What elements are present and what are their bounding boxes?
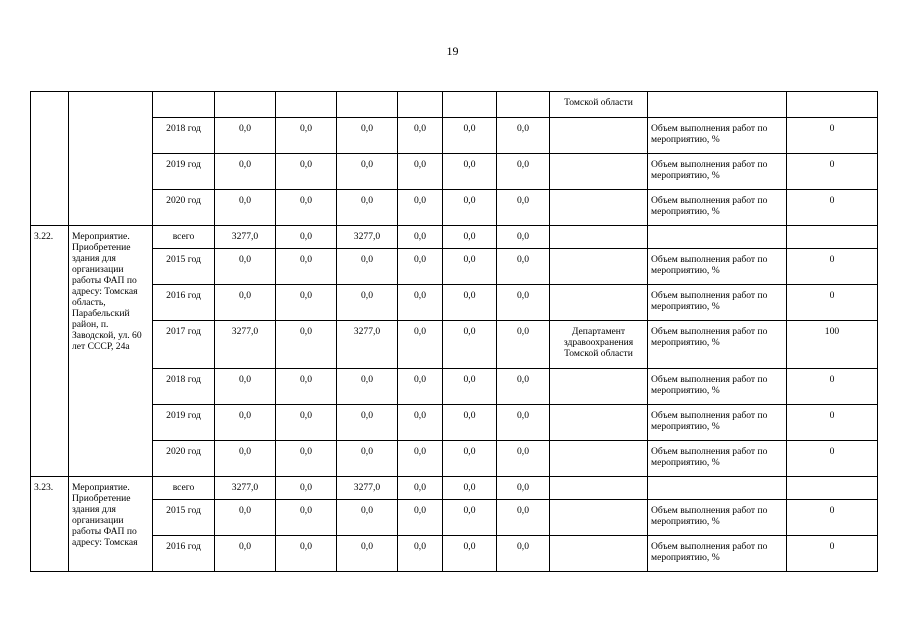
year-cell: 2020 год [153, 190, 215, 226]
value-cell [443, 92, 497, 118]
value-cell: 3277,0 [337, 321, 398, 369]
value-cell: 3277,0 [337, 477, 398, 500]
value-cell: 0,0 [443, 118, 497, 154]
value-cell: 0,0 [215, 369, 276, 405]
value-cell: 0,0 [398, 405, 443, 441]
value-cell: 0,0 [215, 249, 276, 285]
value-cell: 0,0 [497, 536, 550, 572]
value-cell [276, 92, 337, 118]
table-row [31, 477, 878, 500]
table-row [31, 321, 878, 369]
value-cell: 0,0 [497, 190, 550, 226]
table-row [31, 405, 878, 441]
value-cell: 0,0 [497, 369, 550, 405]
year-cell: 2016 год [153, 536, 215, 572]
value-cell: 3277,0 [215, 477, 276, 500]
value-cell: 0,0 [398, 190, 443, 226]
value-cell: 0,0 [443, 285, 497, 321]
value-cell: 0,0 [398, 369, 443, 405]
value-cell: 0,0 [337, 285, 398, 321]
indicator-cell [648, 92, 787, 118]
executor-cell [550, 190, 648, 226]
value-cell: 0,0 [497, 118, 550, 154]
value-cell: 0,0 [443, 405, 497, 441]
result-cell: 100 [787, 321, 878, 369]
year-cell: 2018 год [153, 118, 215, 154]
value-cell: 0,0 [276, 154, 337, 190]
value-cell: 3277,0 [215, 321, 276, 369]
value-cell: 0,0 [398, 321, 443, 369]
value-cell: 0,0 [398, 285, 443, 321]
table-row [31, 285, 878, 321]
indicator-cell: Объем выполнения работ по мероприятию, % [648, 369, 787, 405]
value-cell [497, 92, 550, 118]
result-cell [787, 92, 878, 118]
value-cell: 0,0 [398, 249, 443, 285]
indicator-cell: Объем выполнения работ по мероприятию, % [648, 190, 787, 226]
value-cell: 0,0 [497, 477, 550, 500]
result-cell [787, 226, 878, 249]
value-cell: 0,0 [497, 321, 550, 369]
program-table [30, 91, 878, 572]
executor-cell [550, 285, 648, 321]
result-cell: 0 [787, 154, 878, 190]
year-cell: 2019 год [153, 154, 215, 190]
value-cell: 0,0 [398, 226, 443, 249]
value-cell: 0,0 [443, 154, 497, 190]
table-row [31, 369, 878, 405]
table-row [31, 226, 878, 249]
table-row [31, 154, 878, 190]
executor-cell: Департамент здравоохранения Томской области [550, 321, 648, 369]
value-cell: 0,0 [276, 226, 337, 249]
value-cell: 0,0 [398, 441, 443, 477]
value-cell: 0,0 [497, 285, 550, 321]
result-cell: 0 [787, 500, 878, 536]
value-cell [398, 92, 443, 118]
executor-cell [550, 369, 648, 405]
year-cell: 2015 год [153, 249, 215, 285]
value-cell: 0,0 [443, 249, 497, 285]
table-row [31, 190, 878, 226]
value-cell: 0,0 [443, 536, 497, 572]
indicator-cell: Объем выполнения работ по мероприятию, % [648, 536, 787, 572]
indicator-cell: Объем выполнения работ по мероприятию, % [648, 118, 787, 154]
table-row [31, 118, 878, 154]
year-cell: 2018 год [153, 369, 215, 405]
year-cell: 2017 год [153, 321, 215, 369]
executor-cell: Томской области [550, 92, 648, 118]
result-cell: 0 [787, 190, 878, 226]
value-cell: 0,0 [443, 190, 497, 226]
value-cell: 0,0 [276, 285, 337, 321]
value-cell [215, 92, 276, 118]
value-cell: 0,0 [337, 369, 398, 405]
value-cell: 0,0 [497, 500, 550, 536]
value-cell: 0,0 [497, 249, 550, 285]
table-row [31, 92, 878, 118]
value-cell: 3277,0 [215, 226, 276, 249]
result-cell [787, 477, 878, 500]
value-cell: 0,0 [215, 190, 276, 226]
indicator-cell: Объем выполнения работ по мероприятию, % [648, 405, 787, 441]
year-cell: 2015 год [153, 500, 215, 536]
value-cell: 0,0 [398, 477, 443, 500]
indicator-cell [648, 477, 787, 500]
table-row [31, 536, 878, 572]
executor-cell [550, 249, 648, 285]
indicator-cell: Объем выполнения работ по мероприятию, % [648, 441, 787, 477]
executor-cell [550, 441, 648, 477]
value-cell: 0,0 [443, 369, 497, 405]
indicator-cell [648, 226, 787, 249]
value-cell: 0,0 [276, 477, 337, 500]
value-cell [153, 92, 215, 118]
value-cell: 0,0 [215, 536, 276, 572]
value-cell: 0,0 [443, 226, 497, 249]
value-cell: 0,0 [276, 536, 337, 572]
value-cell: 0,0 [337, 249, 398, 285]
value-cell: 0,0 [398, 500, 443, 536]
executor-cell [550, 118, 648, 154]
value-cell: 0,0 [276, 321, 337, 369]
value-cell: 0,0 [215, 154, 276, 190]
value-cell: 0,0 [276, 369, 337, 405]
table-row [31, 500, 878, 536]
value-cell: 0,0 [497, 405, 550, 441]
value-cell: 0,0 [398, 536, 443, 572]
result-cell: 0 [787, 369, 878, 405]
value-cell: 0,0 [443, 500, 497, 536]
year-cell: 2020 год [153, 441, 215, 477]
indicator-cell: Объем выполнения работ по мероприятию, % [648, 285, 787, 321]
value-cell: 0,0 [337, 190, 398, 226]
value-cell [337, 92, 398, 118]
indicator-cell: Объем выполнения работ по мероприятию, % [648, 500, 787, 536]
result-cell: 0 [787, 441, 878, 477]
value-cell: 0,0 [443, 321, 497, 369]
indicator-cell: Объем выполнения работ по мероприятию, % [648, 154, 787, 190]
value-cell: 0,0 [497, 441, 550, 477]
item-number-cell: 3.22. [31, 226, 69, 477]
result-cell: 0 [787, 118, 878, 154]
indicator-cell: Объем выполнения работ по мероприятию, % [648, 249, 787, 285]
value-cell: 0,0 [215, 118, 276, 154]
value-cell: 0,0 [337, 500, 398, 536]
result-cell: 0 [787, 536, 878, 572]
value-cell: 0,0 [276, 405, 337, 441]
value-cell: 0,0 [276, 118, 337, 154]
value-cell: 0,0 [497, 154, 550, 190]
value-cell: 0,0 [215, 441, 276, 477]
value-cell: 0,0 [337, 441, 398, 477]
item-name-cell: Мероприятие. Приобретение здания для организации работы ФАП по адресу: Томская [69, 477, 153, 572]
value-cell: 0,0 [215, 405, 276, 441]
year-cell: всего [153, 226, 215, 249]
item-name-cell [69, 92, 153, 226]
executor-cell [550, 154, 648, 190]
executor-cell [550, 405, 648, 441]
item-name-cell: Мероприятие. Приобретение здания для организации работы ФАП по адресу: Томская область, Парабельский район, п. Заводской, ул. 60 лет СССР, 24а [69, 226, 153, 477]
value-cell: 0,0 [337, 118, 398, 154]
result-cell: 0 [787, 285, 878, 321]
value-cell: 0,0 [276, 441, 337, 477]
value-cell: 3277,0 [337, 226, 398, 249]
year-cell: 2016 год [153, 285, 215, 321]
value-cell: 0,0 [497, 226, 550, 249]
executor-cell [550, 477, 648, 500]
year-cell: всего [153, 477, 215, 500]
year-cell: 2019 год [153, 405, 215, 441]
result-cell: 0 [787, 249, 878, 285]
result-cell: 0 [787, 405, 878, 441]
value-cell: 0,0 [443, 477, 497, 500]
item-number-cell: 3.23. [31, 477, 69, 572]
executor-cell [550, 226, 648, 249]
executor-cell [550, 500, 648, 536]
value-cell: 0,0 [276, 249, 337, 285]
page-number: 19 [446, 44, 459, 58]
table-row [31, 249, 878, 285]
value-cell: 0,0 [337, 536, 398, 572]
value-cell: 0,0 [398, 118, 443, 154]
table-row [31, 441, 878, 477]
value-cell: 0,0 [398, 154, 443, 190]
value-cell: 0,0 [337, 154, 398, 190]
value-cell: 0,0 [215, 500, 276, 536]
item-number-cell [31, 92, 69, 226]
value-cell: 0,0 [276, 190, 337, 226]
value-cell: 0,0 [276, 500, 337, 536]
indicator-cell: Объем выполнения работ по мероприятию, % [648, 321, 787, 369]
value-cell: 0,0 [443, 441, 497, 477]
value-cell: 0,0 [215, 285, 276, 321]
value-cell: 0,0 [337, 405, 398, 441]
executor-cell [550, 536, 648, 572]
